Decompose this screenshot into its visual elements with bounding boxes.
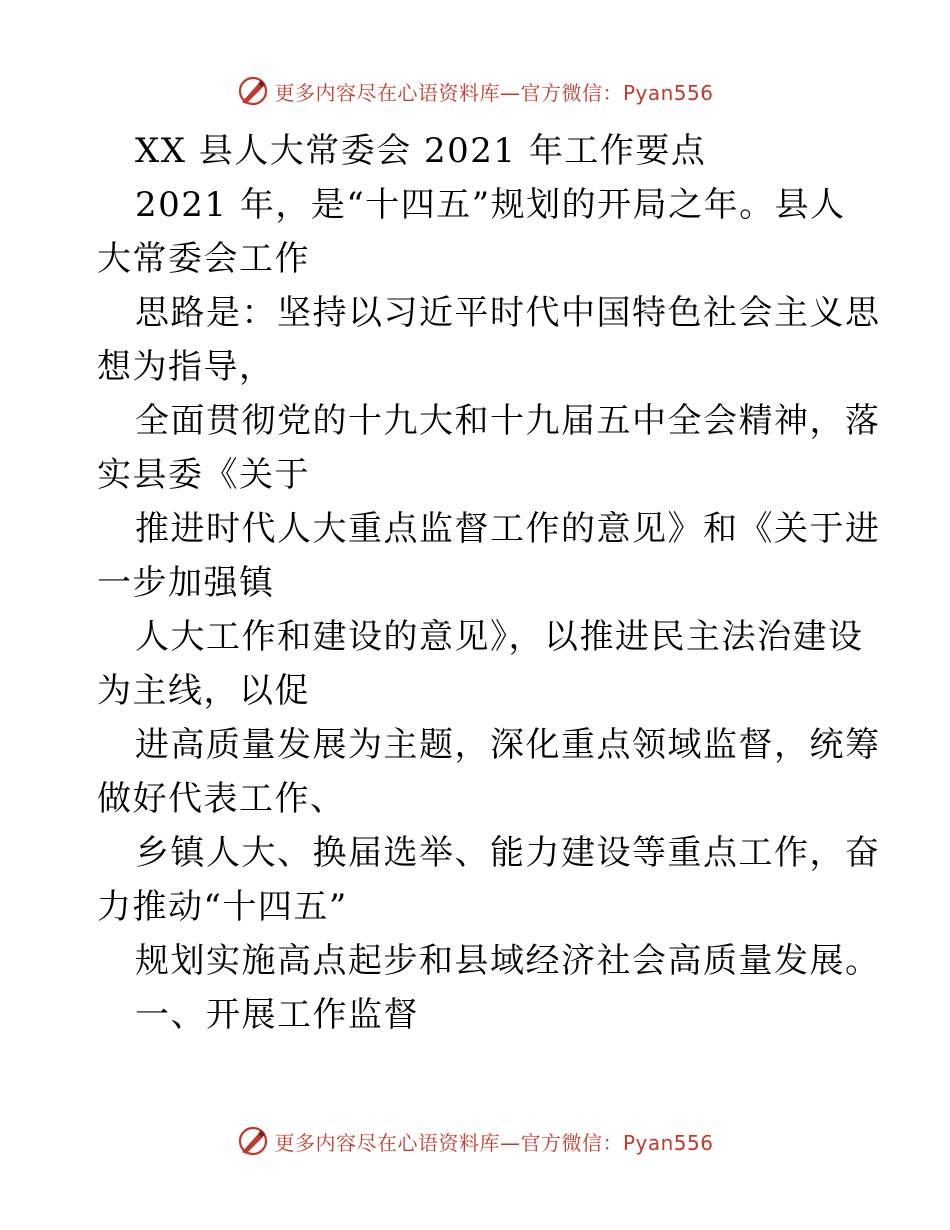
text-line: 一、开展工作监督	[135, 995, 419, 1035]
text-line: 力推动“十四五”	[97, 887, 348, 927]
pen-logo-icon	[236, 1124, 270, 1158]
text-line: 乡镇人大、换届选举、能力建设等重点工作，奋	[135, 833, 881, 873]
document-title: XX 县人大常委会 2021 年工作要点	[135, 131, 707, 171]
text-line: 为主线，以促	[97, 671, 310, 711]
text-line: 人大工作和建设的意见》，以推进民主法治建设	[135, 617, 864, 657]
pen-logo-icon	[236, 74, 270, 108]
text-line: 大常委会工作	[97, 239, 310, 279]
document-body	[97, 124, 881, 1042]
text-line: 一步加强镇	[97, 563, 275, 603]
footer-banner-text: 更多内容尽在心语资料库—官方微信：Pyan556	[274, 1130, 714, 1155]
text-line: 推进时代人大重点监督工作的意见》和《关于进	[135, 509, 881, 549]
header-banner	[0, 68, 950, 114]
text-line: 思路是：坚持以习近平时代中国特色社会主义思	[135, 293, 881, 333]
text-line: 想为指导，	[97, 347, 275, 387]
text-line: 实县委《关于	[97, 455, 310, 495]
text-line: 2021 年，是“十四五”规划的开局之年。县人	[135, 185, 846, 225]
text-line: 做好代表工作、	[97, 779, 346, 819]
header-banner-text: 更多内容尽在心语资料库—官方微信：Pyan556	[274, 80, 714, 105]
text-line: 规划实施高点起步和县域经济社会高质量发展。	[135, 941, 881, 981]
text-line: 全面贯彻党的十九大和十九届五中全会精神，落	[135, 401, 881, 441]
text-line: 进高质量发展为主题，深化重点领域监督，统筹	[135, 725, 881, 765]
footer-banner	[0, 1118, 950, 1164]
